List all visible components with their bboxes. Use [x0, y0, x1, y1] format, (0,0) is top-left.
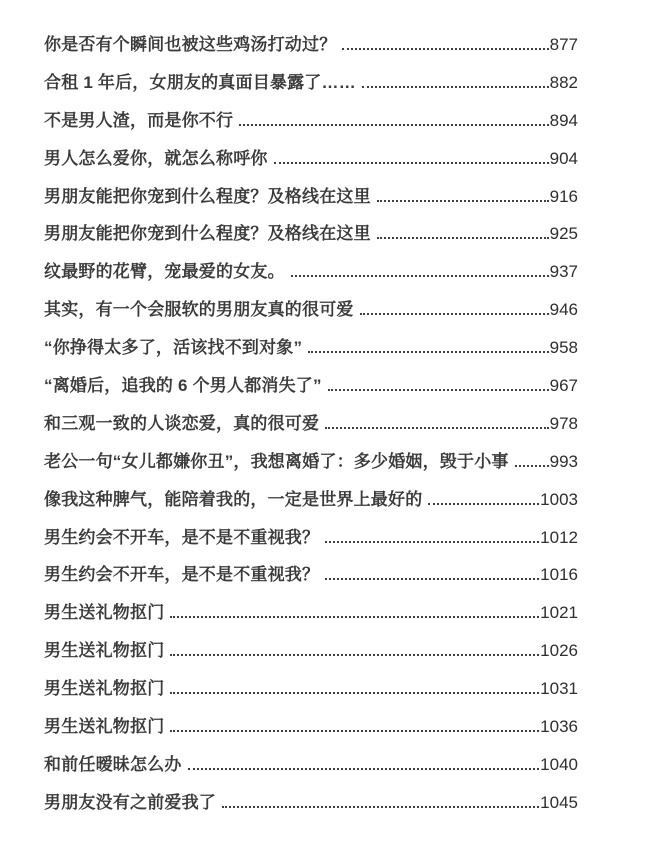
toc-entry[interactable]: [44, 784, 578, 822]
toc-entry[interactable]: [44, 329, 578, 367]
dot-leader-icon: [377, 237, 549, 239]
toc-entry[interactable]: [44, 443, 578, 481]
toc-entry-title: 和前任暧昧怎么办: [44, 754, 182, 774]
dot-leader-icon: [239, 124, 548, 126]
toc-entry-title: 男生约会不开车，是不是不重视我？: [44, 565, 320, 585]
toc-entry-title: 老公一句“女儿都嫌你丑”，我想离婚了：多少婚姻，毁于小事: [44, 451, 509, 471]
toc-entry-page-number: 1045: [540, 792, 578, 812]
toc-entry[interactable]: [44, 26, 578, 64]
toc-entry-title: 男生送礼物抠门: [44, 679, 165, 699]
toc-entry-title: 男朋友能把你宠到什么程度？及格线在这里: [44, 186, 371, 206]
toc-entry-page-number: 946: [549, 300, 578, 320]
toc-entry[interactable]: [44, 670, 578, 708]
toc-entry[interactable]: [44, 102, 578, 140]
dot-leader-icon: [222, 806, 539, 808]
dot-leader-icon: [170, 730, 539, 732]
toc-list: [44, 26, 578, 822]
toc-entry-page-number: 925: [549, 224, 578, 244]
toc-entry[interactable]: [44, 178, 578, 216]
toc-entry-title: 男生约会不开车，是不是不重视我？: [44, 527, 320, 547]
toc-entry-page-number: 937: [549, 262, 578, 282]
dot-leader-icon: [515, 465, 549, 467]
dot-leader-icon: [170, 654, 539, 656]
dot-leader-icon: [188, 768, 540, 770]
toc-entry-page-number: 967: [549, 376, 578, 396]
dot-leader-icon: [308, 351, 548, 353]
toc-entry[interactable]: [44, 746, 578, 784]
toc-entry-title: 男朋友能把你宠到什么程度？及格线在这里: [44, 224, 371, 244]
toc-entry[interactable]: [44, 556, 578, 594]
toc-entry-page-number: 882: [549, 72, 578, 92]
toc-entry-page-number: 904: [549, 148, 578, 168]
dot-leader-icon: [360, 313, 549, 315]
toc-entry[interactable]: [44, 367, 578, 405]
toc-entry-page-number: 1003: [540, 489, 578, 509]
dot-leader-icon: [362, 86, 549, 88]
toc-entry-title: 纹最野的花臂，宠最爱的女友。: [44, 262, 285, 282]
toc-entry[interactable]: [44, 291, 578, 329]
toc-entry-page-number: 916: [549, 186, 578, 206]
toc-entry[interactable]: [44, 215, 578, 253]
toc-entry-title: 其实，有一个会服软的男朋友真的很可爱: [44, 300, 354, 320]
dot-leader-icon: [325, 427, 548, 429]
toc-entry-title: 男朋友没有之前爱我了: [44, 792, 216, 812]
dot-leader-icon: [325, 578, 539, 580]
toc-entry-page-number: 1031: [540, 679, 578, 699]
toc-entry[interactable]: [44, 594, 578, 632]
toc-entry-page-number: 1036: [540, 717, 578, 737]
toc-entry-title: 男人怎么爱你，就怎么称呼你: [44, 148, 268, 168]
toc-entry-page-number: 1012: [540, 527, 578, 547]
toc-entry-page-number: 894: [549, 110, 578, 130]
dot-leader-icon: [170, 616, 539, 618]
dot-leader-icon: [170, 692, 539, 694]
toc-entry-page-number: 1040: [540, 754, 578, 774]
dot-leader-icon: [291, 275, 549, 277]
toc-entry-page-number: 1021: [540, 603, 578, 623]
toc-entry-title: 像我这种脾气，能陪着我的，一定是世界上最好的: [44, 489, 423, 509]
toc-entry-page-number: 958: [549, 338, 578, 358]
toc-entry-page-number: 978: [549, 413, 578, 433]
toc-entry[interactable]: [44, 253, 578, 291]
dot-leader-icon: [325, 541, 539, 543]
dot-leader-icon: [274, 162, 549, 164]
toc-entry[interactable]: [44, 64, 578, 102]
toc-entry-title: “离婚后，追我的 6 个男人都消失了”: [44, 376, 322, 396]
toc-entry-page-number: 993: [549, 451, 578, 471]
dot-leader-icon: [377, 200, 549, 202]
toc-entry[interactable]: [44, 140, 578, 178]
toc-entry-page-number: 1026: [540, 641, 578, 661]
toc-entry-title: “你挣得太多了，活该找不到对象”: [44, 338, 303, 358]
toc-entry-title: 合租 1 年后，女朋友的真面目暴露了……: [44, 72, 356, 92]
dot-leader-icon: [342, 48, 548, 50]
toc-entry-title: 男生送礼物抠门: [44, 717, 165, 737]
toc-entry[interactable]: [44, 519, 578, 557]
toc-entry-title: 你是否有个瞬间也被这些鸡汤打动过？: [44, 35, 337, 54]
toc-entry[interactable]: [44, 708, 578, 746]
toc-entry-title: 男生送礼物抠门: [44, 641, 165, 661]
toc-entry-title: 男生送礼物抠门: [44, 603, 165, 623]
toc-entry[interactable]: [44, 632, 578, 670]
toc-entry[interactable]: [44, 481, 578, 519]
toc-entry-page-number: 877: [549, 35, 578, 54]
toc-entry[interactable]: [44, 405, 578, 443]
toc-entry-title: 不是男人渣，而是你不行: [44, 110, 234, 130]
toc-entry-title: 和三观一致的人谈恋爱，真的很可爱: [44, 413, 320, 433]
dot-leader-icon: [328, 389, 549, 391]
dot-leader-icon: [428, 503, 539, 505]
toc-entry-page-number: 1016: [540, 565, 578, 585]
